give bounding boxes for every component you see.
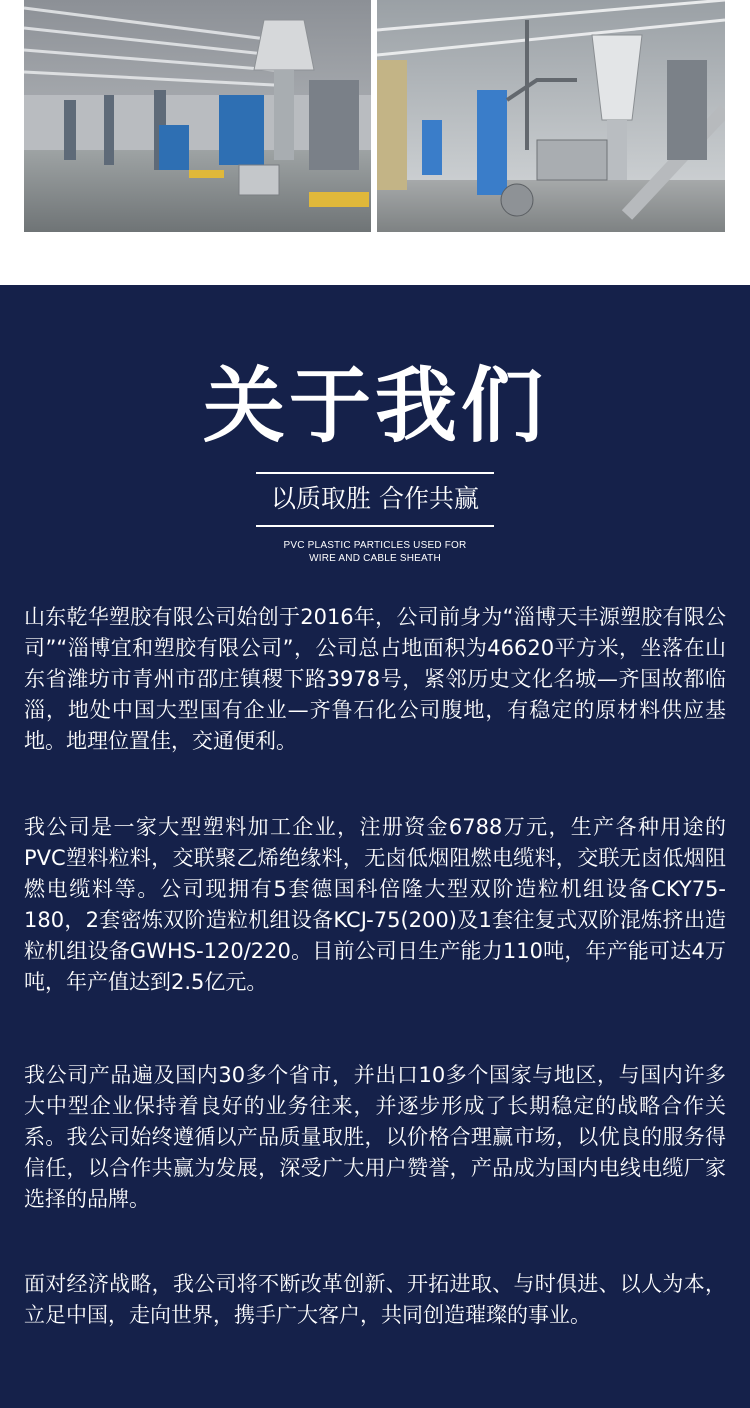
about-us-section <box>0 285 750 1408</box>
intro-paragraph-3: 我公司产品遍及国内30多个省市，并出口10多个国家与地区，与国内许多大中型企业保持着良好的业务往来，并逐步形成了长期稳定的战略合作关系。我公司始终遵循以产品质量取胜，以价格合理赢市场，以优良的服务得信任，以合作共赢为发展，深受广大用户赞誉，产品成为国内电线电缆厂家选择的品牌。 <box>24 1063 726 1211</box>
slogan-bottom-rule <box>256 525 494 527</box>
english-subtitle <box>0 539 750 565</box>
section-title: 关于我们 <box>202 359 547 454</box>
factory-photo-right <box>377 0 725 232</box>
factory-photo-left <box>24 0 371 232</box>
slogan-top-rule <box>256 472 494 474</box>
intro-paragraph-4: 面对经济战略，我公司将不断改革创新、开拓进取、与时俱进、以人为本，立足中国，走向世界，携手广大客户，共同创造璀璨的事业。 <box>24 1272 726 1327</box>
intro-paragraph-1: 山东乾华塑胶有限公司始创于2016年，公司前身为“淄博天丰源塑胶有限公司”“淄博宜和塑胶有限公司”，公司总占地面积为46620平方米，坐落在山东省潍坊市青州市邵庄镇稷下路3978号，紧邻历史文化名城—齐国故都临淄，地处中国大型国有企业—齐鲁石化公司腹地，有稳定的原材料供应基地。地理位置佳，交通便利。 <box>24 605 726 753</box>
english-subtitle-line-2: WIRE AND CABLE SHEATH <box>309 553 441 564</box>
english-subtitle-line-1: PVC PLASTIC PARTICLES USED FOR <box>283 540 467 551</box>
factory-photos <box>0 0 750 285</box>
intro-paragraph-2: 我公司是一家大型塑料加工企业，注册资金6788万元，生产各种用途的PVC塑料粒料，交联聚乙烯绝缘料，无卤低烟阻燃电缆料，交联无卤低烟阻燃电缆料等。公司现拥有5套德国科倍隆大型双阶造粒机组设备CKY75-180，2套密炼双阶造粒机组设备KCJ-75(200)及1套往复式双阶混炼挤出造粒机组设备GWHS-120/220。目前公司日生产能力110吨，年产能可达4万吨，年产值达到2.5亿元。 <box>24 815 726 994</box>
slogan: 以质取胜 合作共赢 <box>271 484 479 513</box>
